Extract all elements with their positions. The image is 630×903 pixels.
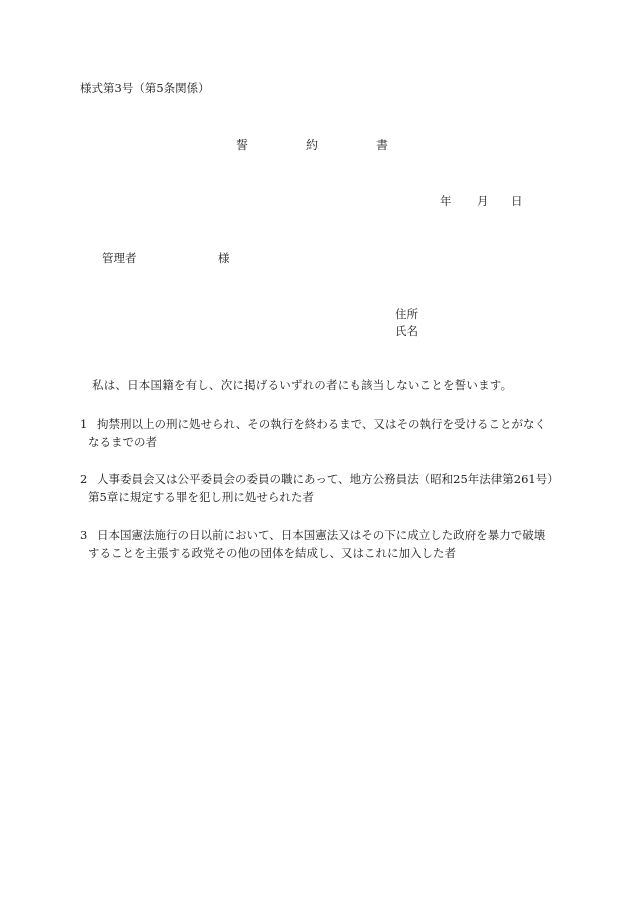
- item-text-line1: 日本国憲法施行の日以前において、日本国憲法又はその下に成立した政府を暴力で破壊: [97, 528, 546, 542]
- item-number: 1: [80, 417, 88, 431]
- date-day-label: 日: [511, 194, 523, 208]
- item-text-line2: なるまでの者: [88, 435, 157, 449]
- title-char-1: 誓: [236, 138, 249, 152]
- date-month-label: 月: [477, 194, 489, 208]
- declaration-text: 私は、日本国籍を有し、次に掲げるいずれの者にも該当しないことを誓います。: [92, 378, 513, 392]
- address-label: 住所: [395, 307, 418, 321]
- item-text-line2: することを主張する政党その他の団体を結成し、又はこれに加入した者: [88, 546, 456, 560]
- name-label: 氏名: [395, 324, 418, 338]
- addressee-honorific: 様: [218, 251, 230, 265]
- title-char-3: 書: [376, 138, 389, 152]
- title-char-2: 約: [306, 138, 319, 152]
- addressee-name: 管理者: [102, 251, 137, 265]
- form-number: 様式第3号（第5条関係）: [80, 81, 210, 95]
- date-year-label: 年: [440, 194, 452, 208]
- item-number: 2: [80, 472, 88, 486]
- item-text-line2: 第5章に規定する罪を犯し刑に処せられた者: [88, 490, 314, 504]
- item-text-line1: 人事委員会又は公平委員会の委員の職にあって、地方公務員法（昭和25年法律第261号）: [97, 472, 559, 486]
- item-number: 3: [80, 528, 88, 542]
- item-text-line1: 拘禁刑以上の刑に処せられ、その執行を終わるまで、又はその執行を受けることがなく: [97, 417, 546, 431]
